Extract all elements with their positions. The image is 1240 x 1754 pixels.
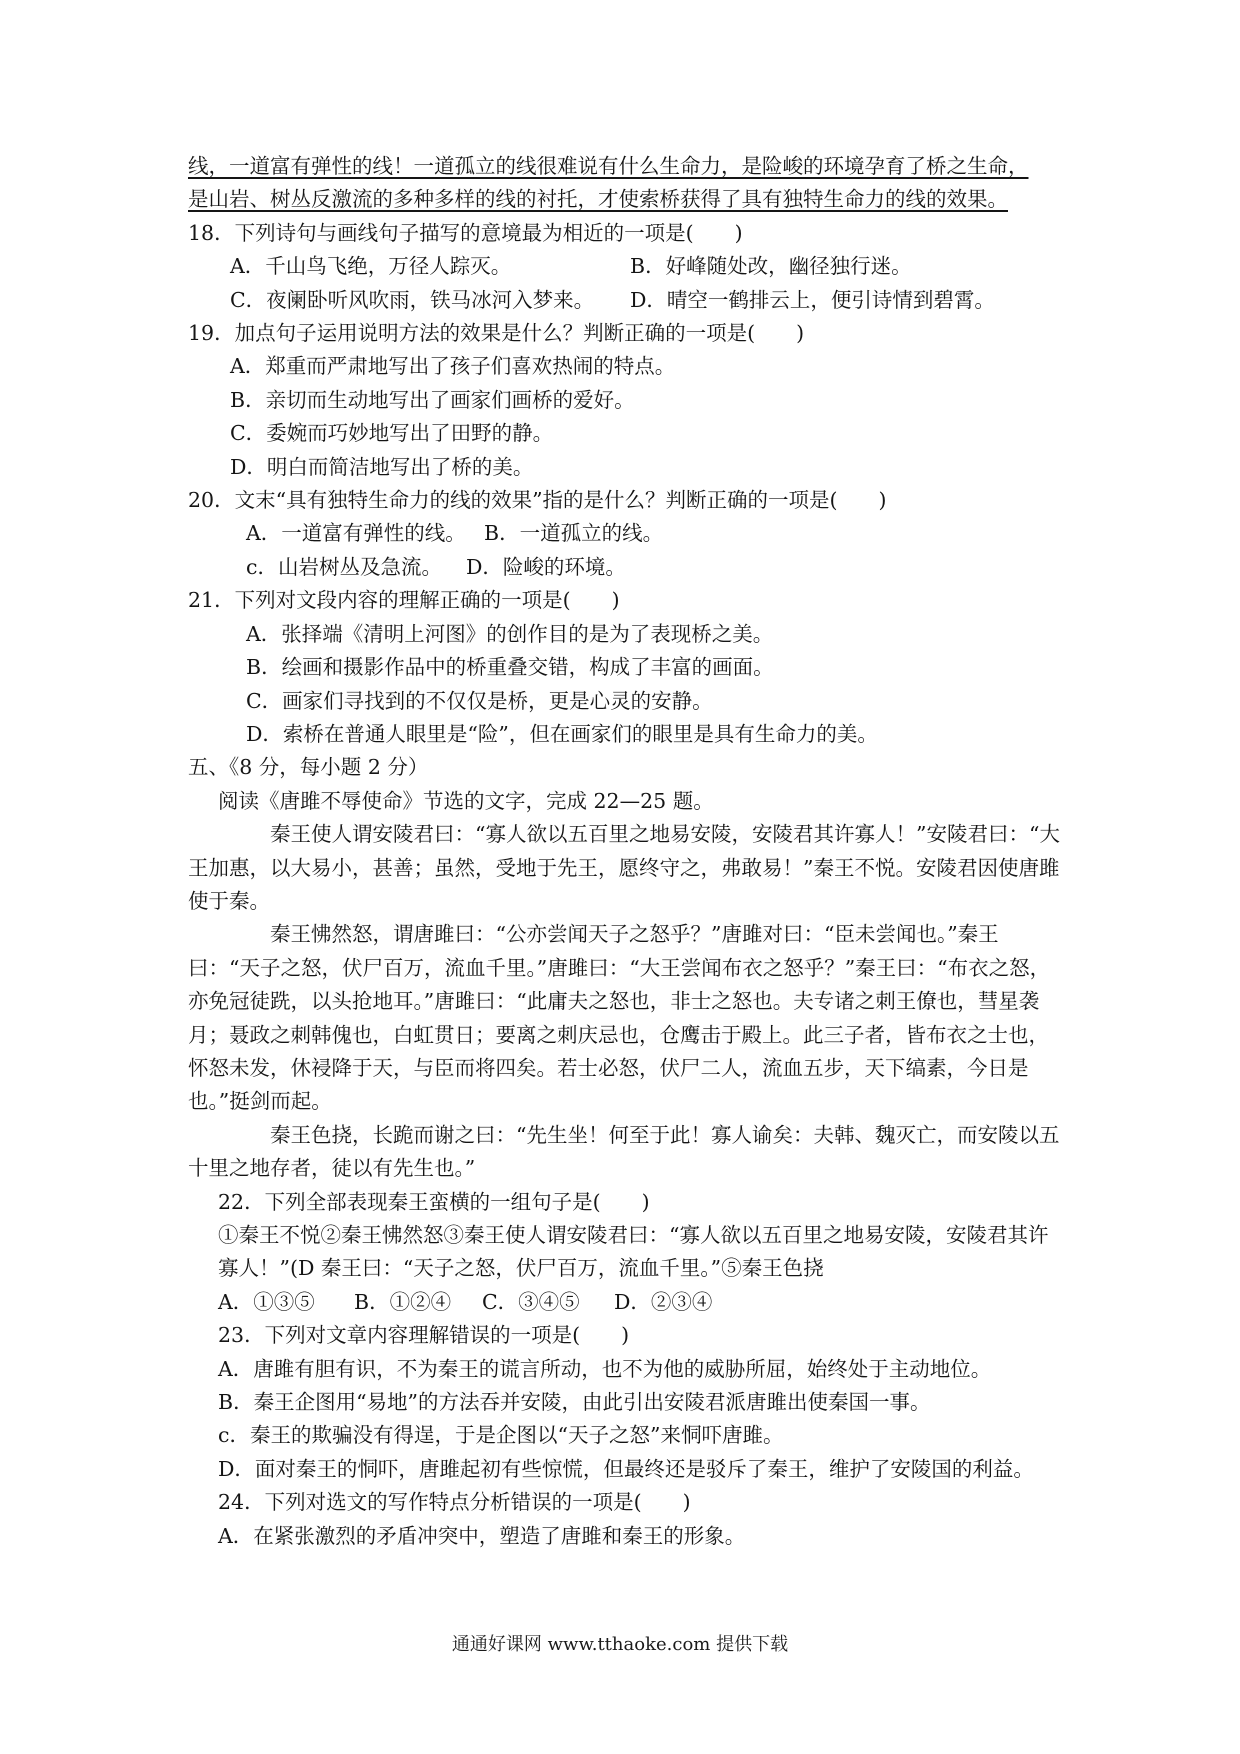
option-d: D．索桥在普通人眼里是“险”，但在画家们的眼里是具有生命力的美。	[246, 721, 878, 746]
page-footer: 通通好课网 www.tthaoke.com 提供下载	[451, 1634, 789, 1655]
option-b: B．①②④	[354, 1289, 452, 1314]
option-d: D．晴空一鹤排云上，便引诗情到碧霄。	[630, 287, 995, 312]
option-b: B．绘画和摄影作品中的桥重叠交错，构成了丰富的画面。	[246, 655, 774, 680]
question-22-sentences: ①秦王不悦②秦王怫然怒③秦王使人谓安陵君曰：“寡人欲以五百里之地易安陵，安陵君其许寡人！”(D 秦王曰：“天子之怒，伏尸百万，流血千里。”⑤秦王色挠	[218, 1223, 1049, 1281]
option-c: c．秦王的欺骗没有得逞，于是企图以“天子之怒”来恫吓唐雎。	[218, 1423, 784, 1448]
option-a: A．在紧张激烈的矛盾冲突中，塑造了唐雎和秦王的形象。	[218, 1523, 746, 1548]
passage-line: 是山岩、树丛反激流的多种多样的线的衬托，才使索桥获得了具有独特生命力的线的效果。	[188, 187, 1008, 212]
passage-paragraph: 秦王怫然怒，谓唐雎曰：“公亦尝闻天子之怒乎？”唐雎对曰：“臣未尝闻也。”秦王曰：“天子之怒，伏尸百万，流血千里。”唐雎曰：“大王尝闻布衣之怒乎？”秦王曰：“布衣之怒，亦免冠徒跣，以头抢地耳。”唐雎曰：“此庸夫之怒也，非士之怒也。夫专诸之刺王僚也，彗星袭月；聂政之刺韩傀也，白虹贯日；要离之刺庆忌也，仓鹰击于殿上。此三子者，皆布衣之士也，怀怒未发，休祲降于天，与臣而将四矣。若士必怒，伏尸二人，流血五步，天下缟素，今日是也。”挺剑而起。	[188, 922, 1051, 1114]
section-5-heading: 五、《8 分，每小题 2 分）	[188, 755, 429, 780]
option-b: B．一道孤立的线。	[484, 521, 664, 546]
question-21-stem: 21．下列对文段内容的理解正确的一项是( )	[188, 588, 620, 613]
option-b: B．好峰随处改，幽径独行迷。	[630, 254, 912, 279]
option-a: A．千山鸟飞绝，万径人踪灭。	[230, 254, 512, 279]
question-18-options-row	[188, 250, 1068, 283]
option-d: D．险峻的环境。	[466, 554, 626, 579]
option-d: D．明白而简洁地写出了桥的美。	[230, 454, 534, 479]
option-a: A．唐雎有胆有识，不为秦王的谎言所动，也不为他的威胁所屈，始终处于主动地位。	[218, 1356, 992, 1381]
section-5-intro: 阅读《唐雎不辱使命》节选的文字，完成 22—25 题。	[218, 788, 714, 813]
option-c: c．山岩树丛及急流。	[246, 554, 442, 579]
option-b: B．秦王企图用“易地”的方法吞并安陵，由此引出安陵君派唐雎出使秦国一事。	[218, 1390, 931, 1415]
option-c: C．夜阑卧听风吹雨，铁马冰河入梦来。	[230, 287, 595, 312]
option-a: A．一道富有弹性的线。	[246, 521, 466, 546]
option-b: B．亲切而生动地写出了画家们画桥的爱好。	[230, 387, 635, 412]
option-a: A．郑重而严肃地写出了孩子们喜欢热闹的特点。	[230, 354, 676, 379]
question-18-stem: 18．下列诗句与画线句子描写的意境最为相近的一项是( )	[188, 220, 743, 245]
option-d: D．②③④	[614, 1289, 713, 1314]
question-22-stem: 22．下列全部表现秦王蛮横的一组句子是( )	[218, 1189, 650, 1214]
option-c: C．画家们寻找到的不仅仅是桥，更是心灵的安静。	[246, 688, 713, 713]
option-d: D．面对秦王的恫吓，唐雎起初有些惊慌，但最终还是驳斥了秦王，维护了安陵国的利益。	[218, 1456, 1034, 1481]
question-20-stem: 20．文末“具有独特生命力的线的效果”指的是什么？判断正确的一项是( )	[188, 488, 887, 513]
passage-paragraph: 秦王色挠，长跪而谢之曰：“先生坐！何至于此！寡人谕矣：夫韩、魏灭亡，而安陵以五十里之地存者，徒以有先生也。”	[188, 1122, 1060, 1181]
question-22-options-row	[188, 1286, 1068, 1319]
question-20-options-row	[188, 517, 1068, 550]
question-19-stem: 19．加点句子运用说明方法的效果是什么？判断正确的一项是( )	[188, 321, 805, 346]
option-a: A．①③⑤	[218, 1289, 315, 1314]
question-20-options-row	[188, 551, 1068, 584]
passage-line: 线，一道富有弹性的线！一道孤立的线很难说有什么生命力，是险峻的环境孕育了桥之生命，	[188, 154, 1029, 178]
option-c: C．委婉而巧妙地写出了田野的静。	[230, 421, 554, 446]
option-c: C．③④⑤	[482, 1289, 580, 1314]
option-a: A．张择端《清明上河图》的创作目的是为了表现桥之美。	[246, 621, 774, 646]
question-23-stem: 23．下列对文章内容理解错误的一项是( )	[218, 1323, 630, 1348]
passage-paragraph: 秦王使人谓安陵君曰：“寡人欲以五百里之地易安陵，安陵君其许寡人！”安陵君曰：“大王加惠，以大易小，甚善；虽然，受地于先王，愿终守之，弗敢易！”秦王不悦。安陵君因使唐雎使于秦。	[188, 822, 1060, 913]
question-18-options-row	[188, 284, 1068, 317]
exam-page	[188, 150, 1068, 1553]
question-24-stem: 24．下列对选文的写作特点分析错误的一项是( )	[218, 1490, 691, 1515]
